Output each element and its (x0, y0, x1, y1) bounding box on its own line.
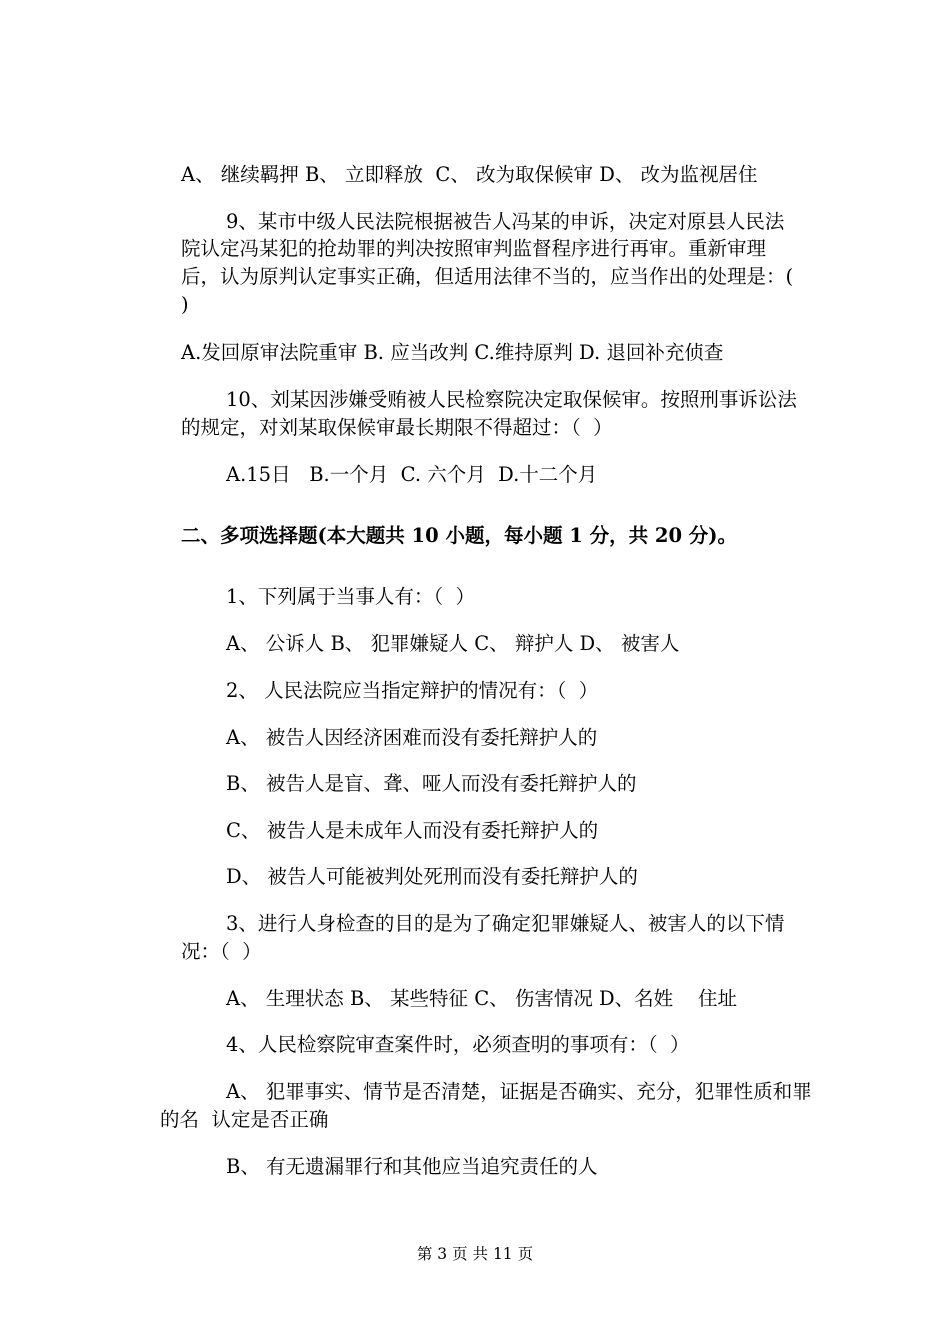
q9-text-line-3: 后，认为原判认定事实正确，但适用法律不当的，应当作出的处理是：( (181, 265, 794, 288)
m4-option-a-line-1: A、 犯罪事实、情节是否清楚，证据是否确实、充分，犯罪性质和罪 (226, 1080, 812, 1103)
m2-option-a: A、 被告人因经济困难而没有委托辩护人的 (226, 726, 598, 749)
q9-text-line-2: 院认定冯某犯的抢劫罪的判决按照审判监督程序进行再审。重新审理 (181, 237, 767, 260)
m4-option-b: B、 有无遗漏罪行和其他应当追究责任的人 (226, 1155, 598, 1178)
page-footer: 第 3 页 共 11 页 (416, 1245, 534, 1263)
m3-text-line-2: 况：（ ） (181, 940, 262, 963)
m2-option-d: D、 被告人可能被判处死刑而没有委托辩护人的 (226, 865, 638, 888)
q10-text-line-1: 10、刘某因涉嫌受贿被人民检察院决定取保候审。按照刑事诉讼法 (226, 388, 797, 411)
m3-options: A、 生理状态 B、 某些特征 C、 伤害情况 D、名姓 住址 (226, 987, 737, 1010)
m2-option-c: C、 被告人是未成年人而没有委托辩护人的 (226, 819, 599, 842)
m3-text-line-1: 3、进行人身检查的目的是为了确定犯罪嫌疑人、被害人的以下情 (226, 912, 785, 935)
m2-question: 2、 人民法院应当指定辩护的情况有：（ ） (226, 679, 599, 702)
q10-options: A.15日 B.一个月 C. 六个月 D.十二个月 (226, 463, 598, 486)
q10-text-line-2: 的规定，对刘某取保候审最长期限不得超过：（ ） (181, 416, 613, 439)
m4-option-a-line-2: 的名 认定是否正确 (160, 1108, 329, 1131)
m2-option-b: B、 被告人是盲、聋、哑人而没有委托辩护人的 (226, 772, 637, 795)
q9-options: A.发回原审法院重审 B. 应当改判 C.维持原判 D. 退回补充侦查 (181, 341, 724, 364)
q9-text-line-1: 9、某市中级人民法院根据被告人冯某的申诉，决定对原县人民法 (226, 210, 785, 233)
q8-options: A、 继续羁押 B、 立即释放 C、 改为取保候审 D、 改为监视居住 (181, 163, 758, 186)
q9-text-line-4: ) (181, 293, 189, 316)
section-2-heading: 二、多项选择题(本大题共 10 小题，每小题 1 分，共 20 分)。 (181, 524, 738, 547)
m1-question: 1、下列属于当事人有：（ ） (226, 585, 476, 608)
m4-question: 4、人民检察院审查案件时，必须查明的事项有：（ ） (226, 1033, 690, 1056)
m1-options: A、 公诉人 B、 犯罪嫌疑人 C、 辩护人 D、 被害人 (226, 632, 680, 655)
